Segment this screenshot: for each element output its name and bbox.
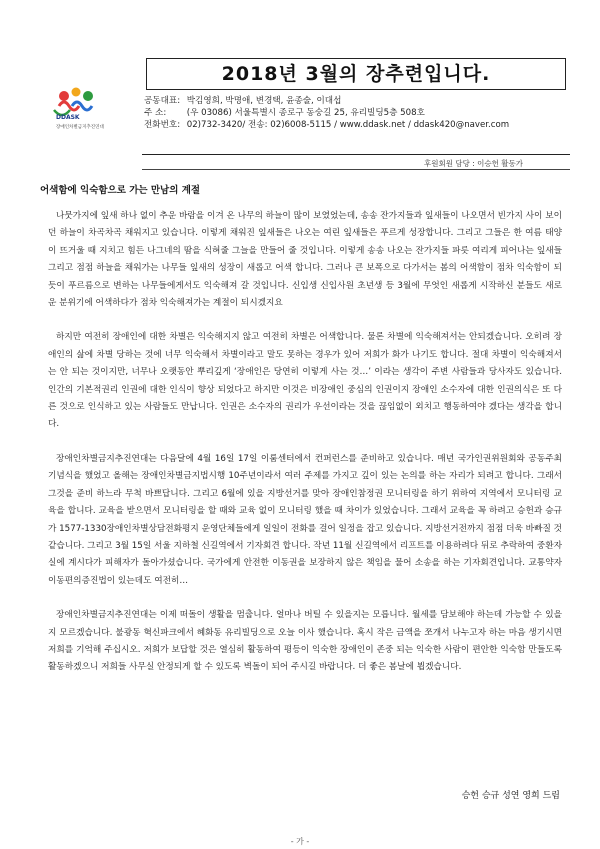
address-label: 주 소: [144, 108, 167, 119]
reps-row [144, 95, 509, 107]
paragraph: 하지만 여전히 장애인에 대한 차별은 익숙해지지 않고 여전히 차별은 어색합니다. 물론 차별에 익숙해져서는 안되겠습니다. 오히려 장애인의 삶에 차별 당하는 것에 너무 익숙해서 차별이라고 말도 못하는 경우가 있어 저희가 화가 나기도 합니다. 절대 차별이 익숙해져서는 안 되는 것이지만, 너무나 오랫동안 뿌리깊게 ‘장애인은 당연히 이렇게 사는 것…’ 이라는 생각이 주변 사람들과 당사자도 있습니다. 인간의 기본적권리 인권에 대한 인식이 향상 되었다고 하지만 이것은 비장애인 중심의 인권이지 장애인 소수자에 대한 인권의식은 또 다른 것으로 인식하고 있는 사람들도 만납니다. 인권은 소수자의 권리가 우선이라는 것을 끊임없이 외치고 행동하여야 겠다는 생각을 합니다. [48, 332, 562, 430]
ddask-logo [42, 84, 112, 146]
header-divider [142, 154, 570, 155]
contact-value: 02)732-3420/ 전송: 02)6008-5115 / www.ddask.net / ddask420@naver.com [186, 120, 510, 131]
reps-label: 공동대표: [144, 96, 181, 106]
logo-subtitle: 장애인차별금지추진연대 [56, 125, 104, 130]
sponsor-divider [142, 169, 570, 170]
logo-name: DDASK [56, 114, 80, 121]
page-title: 2018년 3월의 장추련입니다. [221, 63, 491, 85]
section-title: 어색함에 익숙함으로 가는 만남의 계절 [40, 185, 201, 196]
paragraph: 나뭇가지에 잎새 하나 없이 추운 바람을 이겨 온 나무의 하늘이 많이 보였었는데, 송송 잔가지들과 잎새들이 나오면서 빈가지 사이 보이던 하늘이 차곡차곡 채워지고 있습니다. 이렇게 채워진 잎새들은 나오는 여린 잎새들은 푸르게 성장합니다. 그리고 그들은 한 여름 태양이 뜨거울 때 지치고 힘든 나그네의 땀을 식혀줄 그늘을 만들어 줄 것입니다. 이렇게 송송 나오는 잔가지들 파릇 여리게 피어나는 잎새들 그리고 점점 하늘을 채워가는 나무들 잎새의 성장이 새롭고 어색 합니다. 그러나 큰 보폭으로 다가서는 봄의 어색함이 점차 익숙함이 되듯이 푸르름으로 변하는 나무들에게서도 익숙해져 갈 것입니다. 신입생 신입사원 초년생 등 3월에 무엇인 새롭게 시작하신 분들도 새로운 분위기에 어색하다가 점차 익숙해져가는 계절이 되시겠지요 [48, 211, 562, 309]
contact-row [144, 119, 509, 131]
paragraph: 장애인차별금지추진연대는 이제 떠돌이 생활을 멈춥니다. 얼마나 버틸 수 있을지는 모릅니다. 월세를 담보해야 하는데 가능할 수 있을지 모르겠습니다. 불광동 혁신파크에서 혜화동 유리빌딩으로 오늘 이사 했습니다. 혹시 작은 금액을 쪼개서 나누고자 하는 마음 생기시면 저희를 기억해 주십시오. 저희가 보답할 것은 열심히 활동하여 평등이 익숙한 장애인이 존중 되는 익숙한 사람이 편안한 익숙함 만들도록 활동하겠으니 저희들 사무실 안정되게 할 수 있도록 벽돌이 되어 주시길 바랍니다. 더 좋은 봄날에 뵙겠습니다. [48, 610, 562, 673]
reps-value: 박김영희, 박명애, 변경택, 윤종술, 이대섭 [186, 96, 342, 106]
page-number: - 가 - [290, 837, 310, 846]
paragraph: 장애인차별금지추진연대는 다음달에 4월 16일 17일 이룸센터에서 컨퍼런스를 준비하고 있습니다. 매년 국가인권위원회와 공동주최 기념식을 했었고 올해는 장애인차별금지법시행 10주년이라서 여러 주제를 가지고 깊이 있는 논의를 하는 자리가 되려고 합니다. 그래서 그것을 준비 하느라 무척 바쁘답니다. 그리고 6월에 있을 지방선거를 맞아 장애인참정권 모니터링을 하기 위하여 지역에서 모니터링 교육을 합니다. 교육을 받으면서 모니터링을 할 때와 교육 없이 모니터링 했을 때 차이가 있었습니다. 그래서 교육을 꼭 하려고 승헌과 승규가 1577-1330장애인차별상담전화평지 운영단체들에게 일일이 전화를 걸어 일정을 잡고 있습니다. 지방선거전까지 점점 더욱 바빠질 것 같습니다. 그리고 3월 15일 서울 지하철 신길역에서 기자회견 합니다. 작년 11월 신길역에서 리프트를 이용하려다 뒤로 추락하여 중환자실에 계시다가 피해자가 돌아가셨습니다. 국가에게 안전한 이동권을 보장하지 않은 책임을 물어 소송을 하는 기자회견입니다. 교통약자 이동편의증진법이 있는데도 여전히… [48, 453, 563, 586]
address-row [144, 107, 509, 119]
contact-label: 전화번호: [144, 120, 181, 131]
sponsor-contact: 후원회원 담당 : 이승헌 활동가 [424, 159, 524, 168]
title-box [146, 58, 566, 90]
address-value: (우 03086) 서울특별시 종로구 동숭길 25, 유리빌딩5층 508호 [186, 108, 425, 119]
letter-body [48, 208, 562, 694]
org-info [144, 95, 509, 132]
signature: 승헌 승규 성연 영희 드림 [461, 791, 560, 801]
